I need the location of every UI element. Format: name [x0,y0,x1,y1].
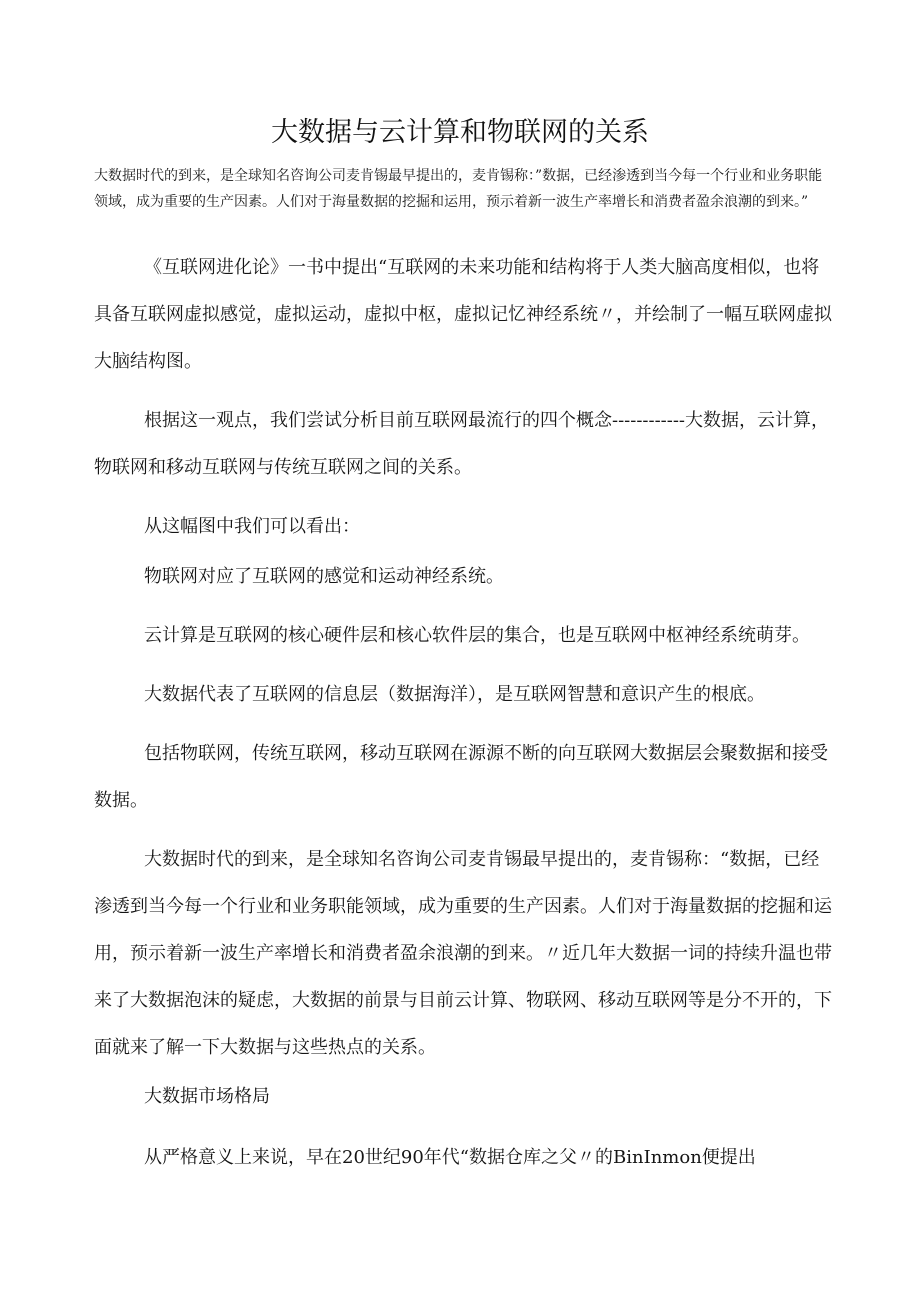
paragraph-inmon: 从严格意义上来说，早在20世纪90年代“数据仓库之父〃的BinInmon便提出 [144,1147,756,1168]
intro-paragraph: 大数据时代的到来，是全球知名咨询公司麦肯锡最早提出的，麦肯锡称：”数据，已经渗透到当今每一个行业和业务职能领域，成为重要的生产因素。人们对于海量数据的挖掘和运用，预示着新一波生产率增长和消费者盈余浪潮的到来。” [94,168,823,210]
paragraph-big-data: 大数据代表了互联网的信息层（数据海洋），是互联网智慧和意识产生的根底。 [144,684,765,705]
paragraph-data-gathering: 包括物联网，传统互联网，移动互联网在源源不断的向互联网大数据层会聚数据和接受数据。 [94,743,828,811]
body-text [94,244,834,1083]
paragraph-iot: 物联网对应了互联网的感觉和运动神经系统。 [144,566,504,587]
paragraph-mckinsey: 大数据时代的到来，是全球知名咨询公司麦肯锡最早提出的，麦肯锡称：“数据，已经渗透到当今每一个行业和业务职能领域，成为重要的生产因素。人们对于海量数据的挖掘和运用，预示着新一波生产率增长和消费者盈余浪潮的到来。〃近几年大数据一词的持续升温也带来了大数据泡沫的疑虑，大数据的前景与目前云计算、物联网、移动互联网等是分不开的，下面就来了解一下大数据与这些热点的关系。 [94,849,832,1058]
paragraph-from-figure: 从这幅图中我们可以看出： [144,516,360,537]
paragraph-cloud-computing: 云计算是互联网的核心硬件层和核心软件层的集合，也是互联网中枢神经系统萌芽。 [144,625,810,646]
paragraph-internet-evolution: 《互联网进化论》一书中提出“互联网的未来功能和结构将于人类大脑高度相似，也将具备互联网虚拟感觉，虚拟运动，虚拟中枢，虚拟记忆神经系统〃，并绘制了一幅互联网虚拟大脑结构图。 [94,257,832,372]
document-title: 大数据与云计算和物联网的关系 [271,117,649,148]
paragraph-four-concepts: 根据这一观点，我们尝试分析目前互联网最流行的四个概念------------大数据，云计算，物联网和移动互联网与传统互联网之间的关系。 [94,410,829,478]
section-heading-market: 大数据市场格局 [144,1086,270,1107]
